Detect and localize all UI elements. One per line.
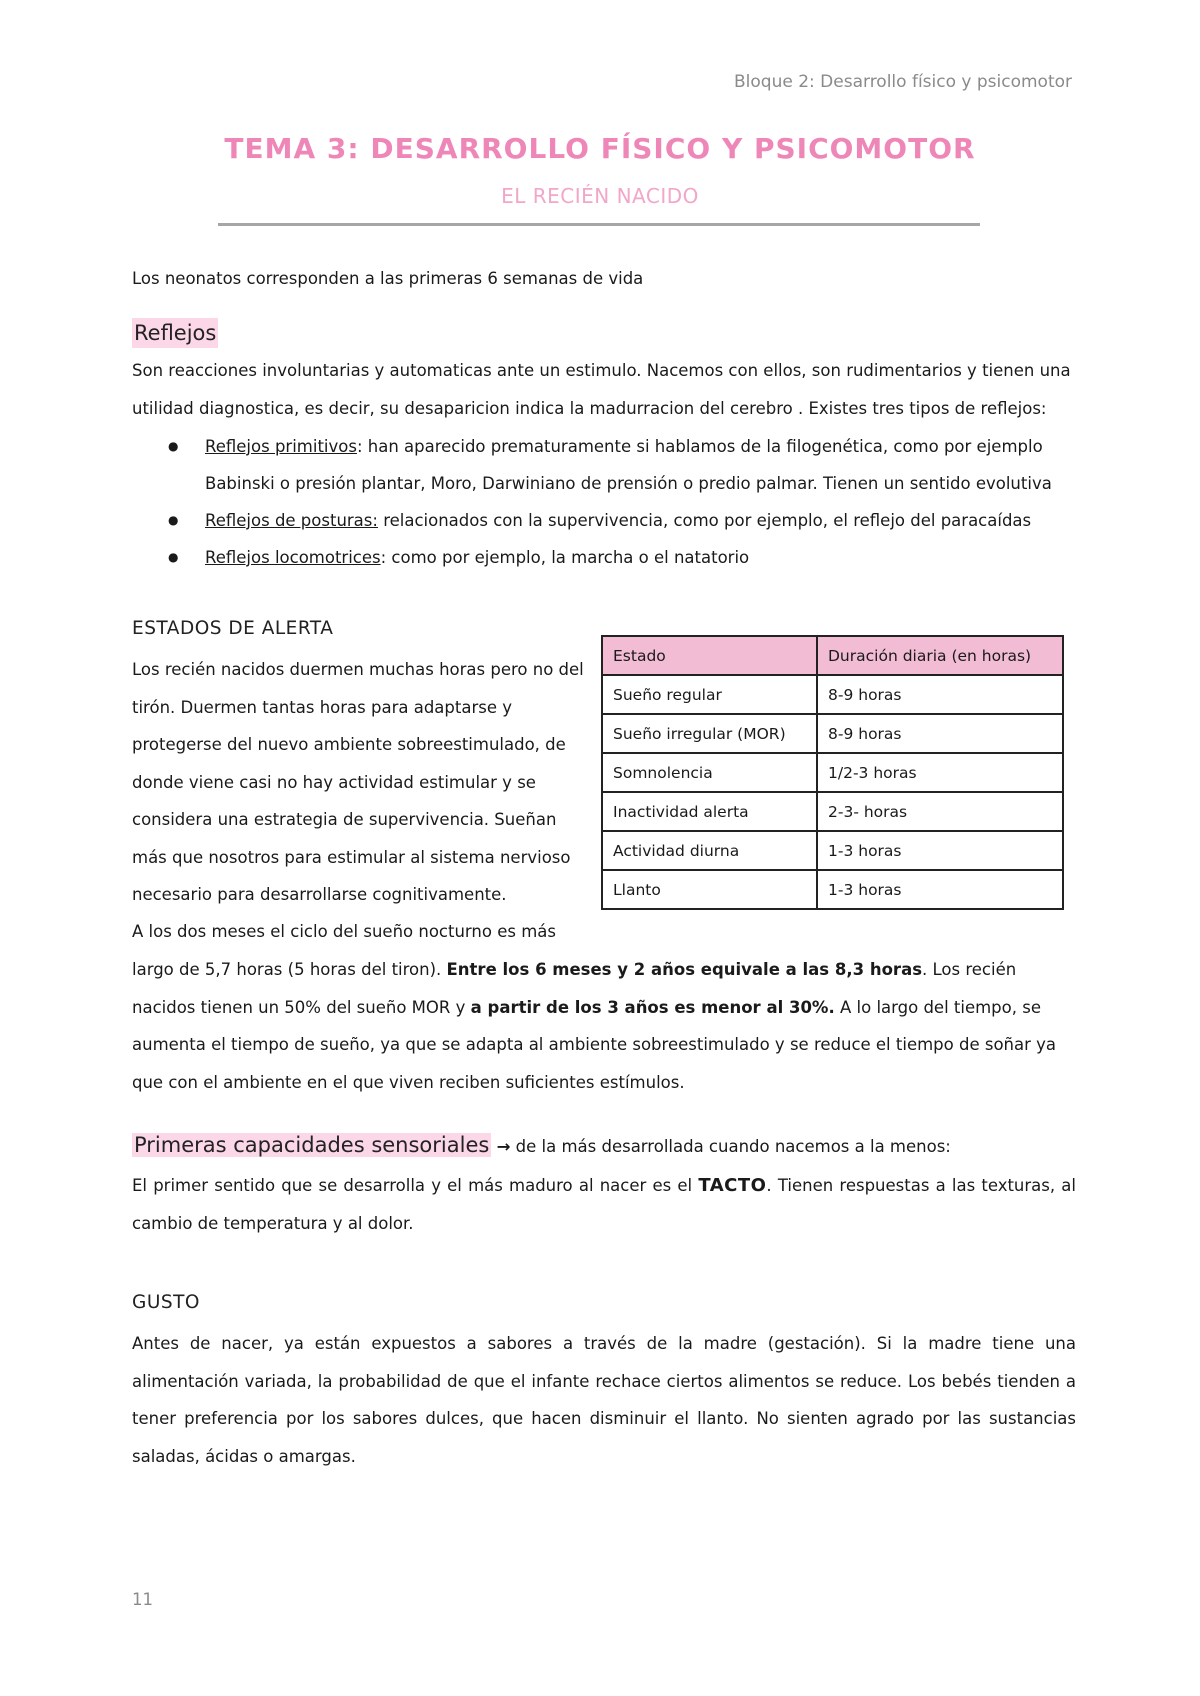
bold-run: Entre los 6 meses y 2 años equivale a las 8,3 horas xyxy=(446,960,923,979)
page-number: 11 xyxy=(132,1590,153,1609)
reflejo-term: Reflejos locomotrices xyxy=(205,548,381,567)
sensoriales-heading: Primeras capacidades sensoriales xyxy=(134,1133,490,1157)
reflejos-paragraph: Son reacciones involuntarias y automaticas ante un estimulo. Nacemos con ellos, son rudimentarios y tienen una utilidad diagnostica, es decir, su desaparicion indica la madurracion del cerebro . Existes tres tipos de reflejos: xyxy=(132,361,1071,418)
table-cell: Llanto xyxy=(602,870,817,909)
sensoriales-paragraph xyxy=(132,1167,1076,1242)
sensoriales-heading-line xyxy=(132,1130,1076,1162)
table-header-row xyxy=(602,636,1063,675)
page-subtitle: EL RECIÉN NACIDO xyxy=(501,184,699,208)
table-cell: 1-3 horas xyxy=(817,870,1063,909)
column-header: Estado xyxy=(602,636,817,675)
text-run: . Los recién nacidos tienen un 50% del sueño MOR y xyxy=(132,960,1017,1017)
table-row xyxy=(602,792,1063,831)
bold-run: a partir de los 3 años es menor al 30%. xyxy=(470,997,835,1017)
table-cell: Inactividad alerta xyxy=(602,792,817,831)
table-cell: 8-9 horas xyxy=(817,714,1063,753)
list-item xyxy=(132,428,1076,502)
gusto-heading: GUSTO xyxy=(132,1292,200,1313)
table-row xyxy=(602,753,1063,792)
list-item xyxy=(132,539,1076,576)
sensoriales-heading-rest: de la más desarrollada cuando nacemos a la menos: xyxy=(510,1137,951,1156)
term-separator: : xyxy=(380,548,387,567)
title-divider xyxy=(218,223,980,226)
table-row xyxy=(602,831,1063,870)
column-header: Duración diaria (en horas) xyxy=(817,636,1063,675)
table-cell: Somnolencia xyxy=(602,753,817,792)
estados-alerta-heading: ESTADOS DE ALERTA xyxy=(132,618,334,639)
table-cell: Actividad diurna xyxy=(602,831,817,870)
reflejo-description: relacionados con la supervivencia, como por ejemplo, el reflejo del paracaídas xyxy=(377,511,1032,530)
reflejos-list xyxy=(132,428,1076,576)
table-row xyxy=(602,675,1063,714)
intro-paragraph: Los neonatos corresponden a las primeras 6 semanas de vida xyxy=(132,269,644,288)
text-run: largo de 5,7 horas (5 horas del tiron). xyxy=(132,960,447,979)
alerta-paragraph-continued: A los dos meses el ciclo del sueño nocturno es más xyxy=(132,922,556,941)
page-title: TEMA 3: DESARROLLO FÍSICO Y PSICOMOTOR xyxy=(224,132,976,165)
table-cell: Sueño regular xyxy=(602,675,817,714)
table-row xyxy=(602,870,1063,909)
reflejo-term: Reflejos de posturas: xyxy=(205,511,378,530)
sleep-states-table xyxy=(601,635,1064,910)
reflejo-description: han aparecido prematuramente si hablamos de la filogenética, como por ejemplo Babinski o presión plantar, Moro, Darwiniano de prensión o predio palmar. Tienen un sentido evolutiva xyxy=(205,437,1052,493)
reflejo-description: como por ejemplo, la marcha o el natatorio xyxy=(386,548,750,567)
alerta-paragraph-left: Los recién nacidos duermen muchas horas pero no del tirón. Duermen tantas horas para adaptarse y protegerse del nuevo ambiente sobreestimulado, de donde viene casi no hay actividad estimular y se considera una estrategia de supervivencia. Sueñan más que nosotros para estimular al sistema nervioso necesario para desarrollarse cognitivamente. xyxy=(132,660,584,904)
table-cell: 1-3 horas xyxy=(817,831,1063,870)
text-run: A lo largo del tiempo, se aumenta el tiempo de sueño, ya que se adapta al ambiente sobreestimulado y se reduce el tiempo de soñar ya que con el ambiente en el que viven reciben suficientes estímulos. xyxy=(132,997,1057,1092)
table-cell: 8-9 horas xyxy=(817,675,1063,714)
table-row xyxy=(602,714,1063,753)
term-separator: : xyxy=(356,437,363,456)
table-cell: 2-3- horas xyxy=(817,792,1063,831)
table-cell: 1/2-3 horas xyxy=(817,753,1063,792)
text-run: . Tienen respuestas a las texturas, al cambio de temperatura y al dolor. xyxy=(132,1176,1076,1233)
reflejos-heading: Reflejos xyxy=(132,318,218,348)
list-item xyxy=(132,502,1076,539)
text-run: El primer sentido que se desarrolla y el más maduro al nacer es el xyxy=(132,1176,699,1195)
arrow-right-icon: → xyxy=(496,1137,511,1156)
reflejo-term: Reflejos primitivos xyxy=(205,437,357,456)
table-cell: Sueño irregular (MOR) xyxy=(602,714,817,753)
gusto-paragraph: Antes de nacer, ya están expuestos a sabores a través de la madre (gestación). Si la madre tiene una alimentación variada, la probabilidad de que el infante rechace ciertos alimentos se reduce. Los bebés tienden a tener preferencia por los sabores dulces, que hacen disminuir el llanto. No sienten agrado por las sustancias saladas, ácidas o amargas. xyxy=(132,1334,1076,1466)
running-header: Bloque 2: Desarrollo físico y psicomotor xyxy=(734,72,1072,92)
bold-run: TACTO xyxy=(698,1175,767,1196)
alerta-paragraph-full xyxy=(132,951,1076,1101)
